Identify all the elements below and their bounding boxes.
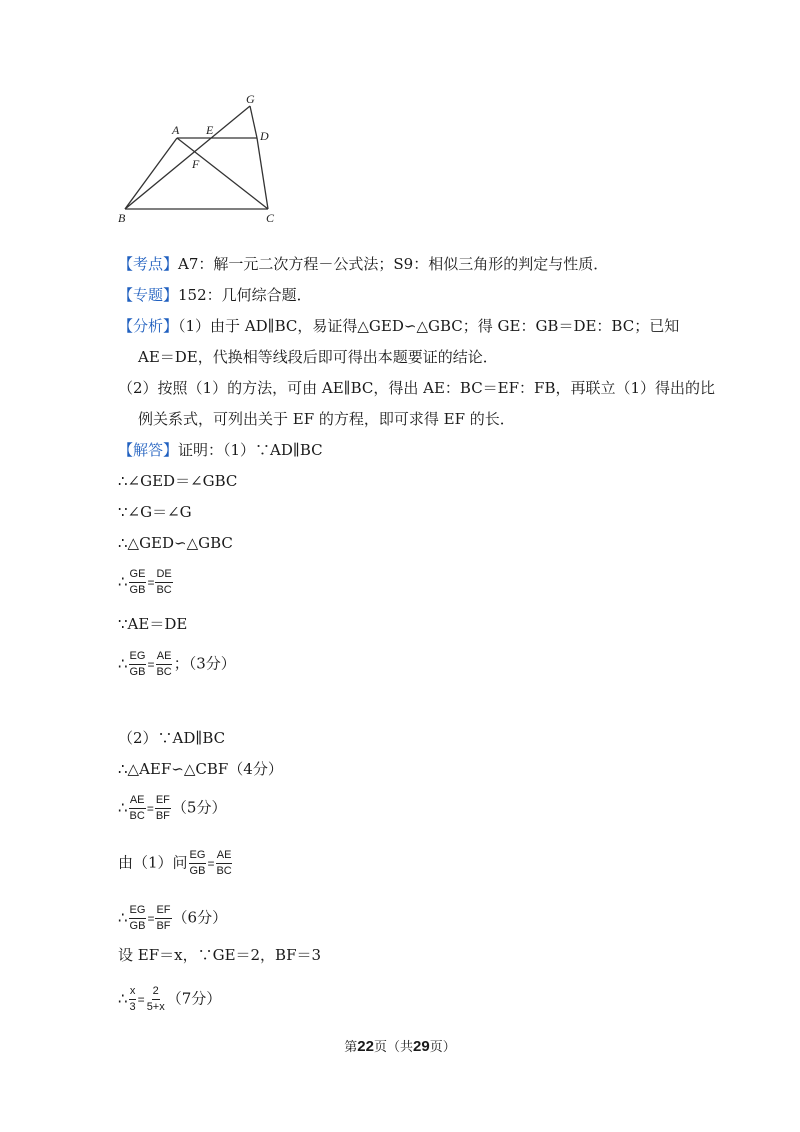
step-8: [118, 794, 800, 823]
score-note: （6分）: [172, 908, 228, 927]
kaodian-text: A7：解一元二次方程－公式法；S9：相似三角形的判定与性质．: [178, 255, 609, 273]
numerator: DE: [155, 568, 172, 583]
step-9: [118, 849, 800, 878]
step-4: [118, 568, 800, 597]
label-f: F: [192, 157, 200, 171]
total-page-count: 29: [413, 1038, 430, 1055]
numerator: EG: [129, 904, 147, 919]
fraction-ae-bc: [215, 849, 232, 878]
fraction-ef-bf: [155, 904, 171, 933]
label-a: A: [172, 123, 180, 137]
numerator: AE: [156, 650, 173, 665]
step-6: [118, 650, 800, 679]
step-7: ∴△AEF∽△CBF（4分）: [118, 760, 283, 778]
segment-dc: [257, 138, 268, 209]
zhuanti-text: 152：几何综合题．: [178, 286, 312, 304]
denominator: BC: [156, 666, 172, 678]
segment-ab: [125, 138, 177, 209]
denominator: GB: [189, 865, 206, 877]
step-9-prefix: 由（1）问: [118, 853, 188, 872]
fraction-ef-bf: [155, 794, 171, 823]
denominator: BF: [156, 920, 171, 932]
equals-sign: =: [207, 856, 215, 871]
numerator: EF: [155, 794, 171, 809]
label-d: D: [260, 129, 269, 143]
footer-middle: 页（共: [373, 1040, 413, 1055]
score-note: ；（3分）: [173, 654, 236, 673]
equals-sign: =: [137, 992, 145, 1007]
denominator: GB: [129, 920, 146, 932]
denominator: BC: [129, 810, 145, 822]
jieda-tag: 【解答】: [118, 441, 179, 459]
step-11: 设 EF＝x，∵GE＝2，BF＝3: [118, 946, 322, 964]
denominator: BF: [155, 810, 170, 822]
label-b: B: [118, 211, 126, 225]
fraction-2-5plusx: [146, 985, 166, 1014]
denominator: GB: [129, 584, 146, 596]
denominator: GB: [129, 666, 146, 678]
step-3: ∴△GED∽△GBC: [118, 534, 233, 552]
therefore-sign: ∴: [118, 798, 128, 817]
fraction-ae-bc: [129, 794, 146, 823]
part-2-header: （2）∵AD∥BC: [118, 729, 226, 747]
equals-sign: =: [147, 911, 155, 926]
equals-sign: =: [147, 575, 155, 590]
denominator: 3: [129, 1001, 136, 1013]
zhuanti-tag: 【专题】: [118, 286, 179, 304]
zhuanti-line: [118, 285, 800, 305]
jieda-text: 证明：（1）∵AD∥BC: [178, 441, 323, 459]
fraction-de-bc: [155, 568, 172, 597]
numerator: GE: [129, 568, 147, 583]
therefore-sign: ∴: [118, 908, 128, 927]
score-note: （5分）: [171, 798, 227, 817]
numerator: x: [129, 985, 137, 1000]
therefore-sign: ∴: [118, 572, 128, 591]
fraction-eg-gb: [189, 849, 207, 878]
numerator: 2: [152, 985, 160, 1000]
label-c: C: [266, 211, 275, 225]
fenxi-tag: 【分析】: [118, 317, 179, 335]
fenxi-text-1: （1）由于 AD∥BC，易证得△GED∽△GBC；得 GE：GB＝DE：BC；已知: [178, 317, 680, 335]
kaodian-tag: 【考点】: [118, 255, 179, 273]
label-g: G: [246, 92, 255, 106]
fenxi-line-2: AE＝DE，代换相等线段后即可得出本题要证的结论．: [138, 348, 498, 366]
segment-gd: [250, 106, 257, 138]
numerator: EG: [129, 650, 147, 665]
footer-suffix: 页）: [429, 1040, 456, 1055]
fraction-eg-gb: [129, 904, 147, 933]
numerator: AE: [129, 794, 146, 809]
step-12: [118, 985, 800, 1014]
equals-sign: =: [146, 801, 154, 816]
fraction-ge-gb: [129, 568, 147, 597]
fenxi-line-1: [118, 316, 800, 336]
denominator: BC: [156, 584, 172, 596]
denominator: 5+x: [146, 1001, 165, 1013]
numerator: AE: [216, 849, 233, 864]
footer-prefix: 第: [344, 1040, 358, 1055]
denominator: BC: [216, 865, 232, 877]
fraction-eg-gb: [129, 650, 147, 679]
label-e: E: [206, 123, 214, 137]
therefore-sign: ∴: [118, 989, 128, 1008]
step-2: ∵∠G＝∠G: [118, 503, 192, 521]
fraction-ae-bc: [155, 650, 172, 679]
jieda-line: [118, 440, 800, 460]
fraction-x-3: [129, 985, 137, 1014]
step-1: ∴∠GED＝∠GBC: [118, 472, 238, 490]
figure-svg: [110, 88, 300, 228]
current-page-number: 22: [357, 1038, 374, 1055]
numerator: EF: [155, 904, 171, 919]
geometry-figure: [110, 88, 300, 228]
score-note: （7分）: [166, 989, 222, 1008]
segment-bg: [125, 106, 250, 209]
therefore-sign: ∴: [118, 654, 128, 673]
step-10: [118, 904, 800, 933]
fenxi-line-4: 例关系式，可列出关于 EF 的方程，即可求得 EF 的长．: [138, 410, 515, 428]
segment-ac: [177, 138, 268, 209]
step-5: ∵AE＝DE: [118, 615, 188, 633]
page-footer: [0, 1036, 800, 1055]
fenxi-line-3: （2）按照（1）的方法，可由 AE∥BC，得出 AE：BC＝EF：FB，再联立（1）得出的比: [118, 379, 716, 397]
numerator: EG: [189, 849, 207, 864]
equals-sign: =: [147, 657, 155, 672]
kaodian-line: [118, 254, 800, 274]
